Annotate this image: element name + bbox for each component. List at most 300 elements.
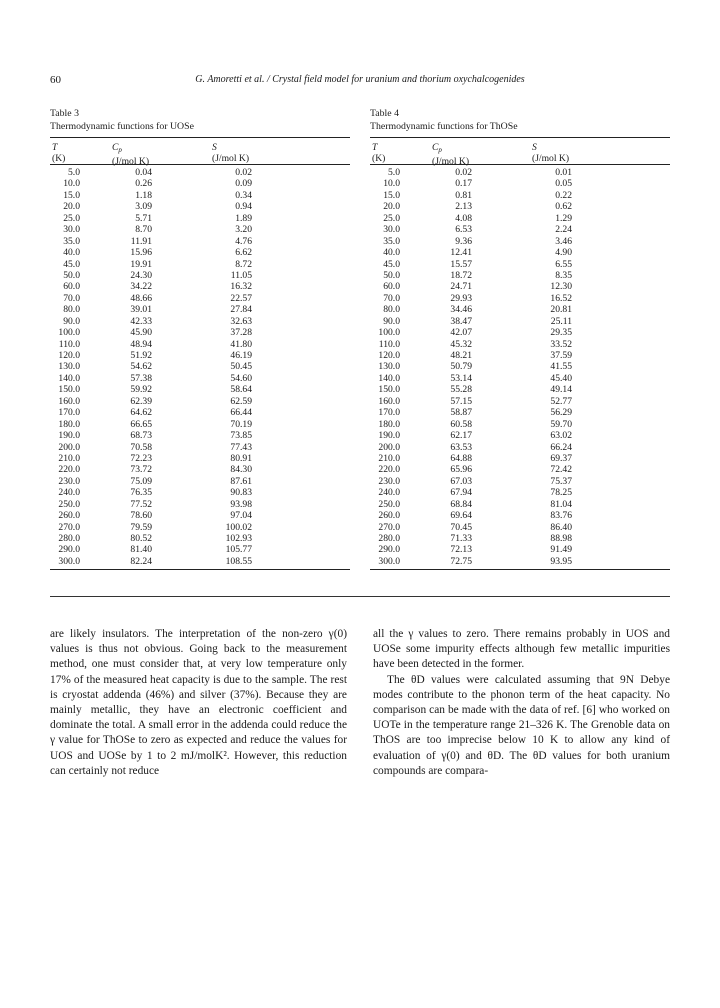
cell-heat-capacity: 54.62	[130, 361, 152, 373]
cell-heat-capacity: 72.13	[450, 544, 472, 556]
cell-temperature: 35.0	[383, 235, 400, 247]
cell-heat-capacity: 39.01	[130, 304, 152, 316]
table-row	[370, 442, 670, 453]
cell-heat-capacity: 82.24	[130, 555, 152, 567]
table-row	[50, 533, 350, 544]
cell-heat-capacity: 60.58	[450, 418, 472, 430]
cell-heat-capacity: 76.35	[130, 487, 152, 499]
table-row	[50, 476, 350, 487]
table-row	[50, 293, 350, 304]
cell-temperature: 45.0	[63, 258, 80, 270]
cell-temperature: 100.0	[58, 327, 80, 339]
cell-entropy: 93.95	[550, 555, 572, 567]
cell-entropy: 66.24	[550, 441, 572, 453]
table-column-headers	[370, 138, 670, 167]
table-body	[370, 165, 670, 569]
cell-entropy: 8.72	[235, 258, 252, 270]
cell-heat-capacity: 57.38	[130, 372, 152, 384]
cell-entropy: 62.59	[230, 395, 252, 407]
table-row	[50, 224, 350, 235]
cell-entropy: 0.02	[235, 167, 252, 178]
cell-entropy: 2.24	[555, 224, 572, 236]
cell-entropy: 78.25	[550, 487, 572, 499]
cell-heat-capacity: 64.88	[450, 452, 472, 464]
cell-entropy: 3.46	[555, 235, 572, 247]
page-number: 60	[50, 74, 61, 86]
cell-temperature: 15.0	[63, 189, 80, 201]
table-row	[50, 213, 350, 224]
cell-temperature: 70.0	[63, 292, 80, 304]
table-column-headers	[50, 138, 350, 167]
cell-entropy: 56.29	[550, 407, 572, 419]
table-row	[50, 270, 350, 281]
table-row	[370, 316, 670, 327]
cell-heat-capacity: 65.96	[450, 464, 472, 476]
cell-entropy: 0.05	[555, 178, 572, 190]
cell-heat-capacity: 68.84	[450, 498, 472, 510]
cell-temperature: 250.0	[378, 498, 400, 510]
cell-heat-capacity: 34.22	[130, 281, 152, 293]
cell-heat-capacity: 29.93	[450, 292, 472, 304]
cell-entropy: 27.84	[230, 304, 252, 316]
cell-temperature: 130.0	[378, 361, 400, 373]
cell-heat-capacity: 2.13	[455, 201, 472, 213]
table-row	[370, 247, 670, 258]
table-title: Thermodynamic functions for UOSe	[50, 121, 194, 132]
cell-temperature: 300.0	[378, 555, 400, 567]
cell-entropy: 8.35	[555, 269, 572, 281]
cell-entropy: 37.28	[230, 327, 252, 339]
table-row	[370, 224, 670, 235]
cell-heat-capacity: 42.07	[450, 327, 472, 339]
cell-heat-capacity: 75.09	[130, 475, 152, 487]
cell-heat-capacity: 62.17	[450, 430, 472, 442]
table-row	[50, 510, 350, 521]
cell-heat-capacity: 38.47	[450, 315, 472, 327]
table-row	[370, 419, 670, 430]
cell-temperature: 200.0	[378, 441, 400, 453]
col-header-t: T (K)	[52, 142, 66, 164]
cell-temperature: 120.0	[58, 350, 80, 361]
table-label: Table 3	[50, 108, 79, 119]
table-row	[50, 453, 350, 464]
cell-entropy: 84.30	[230, 464, 252, 476]
table-row	[370, 544, 670, 555]
cell-heat-capacity: 70.45	[450, 521, 472, 533]
cell-entropy: 70.19	[230, 418, 252, 430]
table-row	[50, 167, 350, 178]
cell-heat-capacity: 0.02	[455, 167, 472, 178]
cell-temperature: 90.0	[383, 315, 400, 327]
table-4	[370, 107, 670, 570]
table-row	[370, 430, 670, 441]
cell-heat-capacity: 78.60	[130, 510, 152, 522]
cell-temperature: 140.0	[378, 372, 400, 384]
cell-temperature: 10.0	[63, 178, 80, 190]
cell-entropy: 16.32	[230, 281, 252, 293]
table-row	[50, 407, 350, 418]
cell-temperature: 250.0	[58, 498, 80, 510]
cell-temperature: 120.0	[378, 350, 400, 361]
table-row	[370, 522, 670, 533]
cell-temperature: 240.0	[58, 487, 80, 499]
cell-temperature: 130.0	[58, 361, 80, 373]
cell-entropy: 6.55	[555, 258, 572, 270]
cell-temperature: 160.0	[58, 395, 80, 407]
cell-heat-capacity: 24.71	[450, 281, 472, 293]
cell-temperature: 80.0	[383, 304, 400, 316]
cell-entropy: 97.04	[230, 510, 252, 522]
cell-entropy: 29.35	[550, 327, 572, 339]
table-row	[370, 201, 670, 212]
cell-entropy: 50.45	[230, 361, 252, 373]
cell-heat-capacity: 48.94	[130, 338, 152, 350]
table-row	[370, 259, 670, 270]
cell-heat-capacity: 72.23	[130, 452, 152, 464]
col-header-s: S (J/mol K)	[212, 142, 250, 164]
table-row	[370, 236, 670, 247]
cell-heat-capacity: 11.91	[130, 235, 152, 247]
cell-heat-capacity: 15.96	[130, 247, 152, 259]
cell-temperature: 50.0	[63, 269, 80, 281]
paragraph: The θD values were calculated assuming that 9N Debye modes contribute to the phonon term of the heat capacity. No comparison can be made with the data of ref. [6] who worked on UOTe in the temperature range 21–326 K. The Grenoble data on ThOS are too imprecise below 10 K to allow any kind of evaluation of γ(0) and θD. The θD values for both uranium compounds are compara-	[373, 673, 670, 777]
table-row	[50, 304, 350, 315]
cell-temperature: 270.0	[58, 521, 80, 533]
cell-heat-capacity: 62.39	[130, 395, 152, 407]
cell-temperature: 30.0	[63, 224, 80, 236]
cell-heat-capacity: 51.92	[130, 350, 152, 361]
cell-heat-capacity: 67.94	[450, 487, 472, 499]
cell-heat-capacity: 67.03	[450, 475, 472, 487]
paragraph: are likely insulators. The interpretation of the non-zero γ(0) values is thus not obvious. Going back to the measurement method, one must consider that, at very low temperature only 17% of the measured heat capacity is due to the sample. The rest is cryostat addenda (46%) and silver (37%). Because they are mainly metallic, they have an electronic coefficient and dominate the total. A small error in the addenda could reduce the γ value for ThOSe to zero as expected and reduce the values for UOS and UOSe by 1 to 2 mJ/molK². However, this reduction can certainly not reduce	[50, 628, 347, 777]
cell-heat-capacity: 24.30	[130, 269, 152, 281]
cell-heat-capacity: 0.81	[455, 189, 472, 201]
table-row	[50, 327, 350, 338]
cell-entropy: 41.80	[230, 338, 252, 350]
cell-heat-capacity: 80.52	[130, 533, 152, 544]
cell-heat-capacity: 55.28	[450, 384, 472, 396]
cell-temperature: 220.0	[378, 464, 400, 476]
table-row	[370, 384, 670, 395]
cell-temperature: 5.0	[388, 167, 400, 178]
cell-heat-capacity: 18.72	[450, 269, 472, 281]
table-row	[50, 281, 350, 292]
cell-entropy: 12.30	[550, 281, 572, 293]
table-row	[50, 190, 350, 201]
cell-temperature: 160.0	[378, 395, 400, 407]
table-row	[370, 396, 670, 407]
cell-temperature: 15.0	[383, 189, 400, 201]
table-bottom-rule	[50, 569, 350, 570]
cell-temperature: 280.0	[58, 533, 80, 544]
cell-entropy: 91.49	[550, 544, 572, 556]
table-row	[370, 350, 670, 361]
cell-temperature: 290.0	[378, 544, 400, 556]
cell-heat-capacity: 1.18	[135, 189, 152, 201]
cell-heat-capacity: 0.04	[135, 167, 152, 178]
cell-temperature: 30.0	[383, 224, 400, 236]
table-row	[370, 373, 670, 384]
cell-entropy: 4.90	[555, 247, 572, 259]
cell-temperature: 150.0	[58, 384, 80, 396]
cell-temperature: 35.0	[63, 235, 80, 247]
table-row	[50, 556, 350, 567]
table-row	[370, 167, 670, 178]
cell-heat-capacity: 68.73	[130, 430, 152, 442]
table-row	[370, 499, 670, 510]
table-row	[370, 533, 670, 544]
cell-entropy: 75.37	[550, 475, 572, 487]
cell-entropy: 4.76	[235, 235, 252, 247]
cell-temperature: 45.0	[383, 258, 400, 270]
table-row	[370, 453, 670, 464]
table-row	[370, 361, 670, 372]
table-row	[370, 213, 670, 224]
cell-entropy: 93.98	[230, 498, 252, 510]
cell-entropy: 105.77	[225, 544, 252, 556]
cell-heat-capacity: 71.33	[450, 533, 472, 544]
table-row	[370, 293, 670, 304]
cell-heat-capacity: 45.90	[130, 327, 152, 339]
table-label: Table 4	[370, 108, 399, 119]
table-row	[50, 178, 350, 189]
table-row	[50, 259, 350, 270]
cell-temperature: 200.0	[58, 441, 80, 453]
cell-entropy: 22.57	[230, 292, 252, 304]
table-row	[50, 247, 350, 258]
cell-heat-capacity: 50.79	[450, 361, 472, 373]
table-row	[370, 339, 670, 350]
cell-entropy: 46.19	[230, 350, 252, 361]
table-bottom-rule	[370, 569, 670, 570]
cell-heat-capacity: 64.62	[130, 407, 152, 419]
cell-temperature: 290.0	[58, 544, 80, 556]
cell-entropy: 52.77	[550, 395, 572, 407]
table-row	[370, 190, 670, 201]
cell-entropy: 0.34	[235, 189, 252, 201]
cell-temperature: 230.0	[58, 475, 80, 487]
cell-entropy: 0.62	[555, 201, 572, 213]
cell-temperature: 260.0	[378, 510, 400, 522]
col-header-cp: $C_p$ (J/mol K)	[112, 142, 150, 167]
cell-entropy: 83.76	[550, 510, 572, 522]
table-row	[50, 316, 350, 327]
table-row	[50, 350, 350, 361]
cell-entropy: 88.98	[550, 533, 572, 544]
cell-temperature: 5.0	[68, 167, 80, 178]
cell-temperature: 80.0	[63, 304, 80, 316]
cell-entropy: 77.43	[230, 441, 252, 453]
table-row	[50, 419, 350, 430]
cell-temperature: 25.0	[383, 212, 400, 224]
cell-heat-capacity: 53.14	[450, 372, 472, 384]
cell-temperature: 110.0	[58, 338, 80, 350]
cell-heat-capacity: 34.46	[450, 304, 472, 316]
cell-temperature: 10.0	[383, 178, 400, 190]
col-header-t: T (K)	[372, 142, 386, 164]
cell-temperature: 230.0	[378, 475, 400, 487]
cell-temperature: 25.0	[63, 212, 80, 224]
table-title: Thermodynamic functions for ThOSe	[370, 121, 518, 132]
table-row	[370, 178, 670, 189]
cell-heat-capacity: 77.52	[130, 498, 152, 510]
cell-entropy: 16.52	[550, 292, 572, 304]
table-3	[50, 107, 350, 570]
cell-heat-capacity: 15.57	[450, 258, 472, 270]
cell-temperature: 180.0	[378, 418, 400, 430]
table-row	[370, 464, 670, 475]
cell-heat-capacity: 12.41	[450, 247, 472, 259]
cell-entropy: 108.55	[225, 555, 252, 567]
table-row	[50, 361, 350, 372]
cell-temperature: 180.0	[58, 418, 80, 430]
cell-temperature: 240.0	[378, 487, 400, 499]
cell-temperature: 40.0	[383, 247, 400, 259]
cell-entropy: 66.44	[230, 407, 252, 419]
cell-heat-capacity: 81.40	[130, 544, 152, 556]
cell-heat-capacity: 70.58	[130, 441, 152, 453]
cell-entropy: 3.20	[235, 224, 252, 236]
cell-heat-capacity: 63.53	[450, 441, 472, 453]
cell-entropy: 0.01	[555, 167, 572, 178]
cell-heat-capacity: 57.15	[450, 395, 472, 407]
cell-heat-capacity: 48.66	[130, 292, 152, 304]
cell-temperature: 110.0	[378, 338, 400, 350]
cell-heat-capacity: 45.32	[450, 338, 472, 350]
cell-entropy: 1.89	[235, 212, 252, 224]
cell-entropy: 87.61	[230, 475, 252, 487]
cell-heat-capacity: 73.72	[130, 464, 152, 476]
cell-entropy: 100.02	[225, 521, 252, 533]
table-row	[370, 304, 670, 315]
cell-entropy: 81.04	[550, 498, 572, 510]
col-header-s: S (J/mol K)	[532, 142, 570, 164]
cell-entropy: 72.42	[550, 464, 572, 476]
cell-entropy: 0.22	[555, 189, 572, 201]
table-row	[50, 522, 350, 533]
cell-entropy: 63.02	[550, 430, 572, 442]
table-row	[50, 544, 350, 555]
cell-entropy: 25.11	[550, 315, 572, 327]
cell-entropy: 86.40	[550, 521, 572, 533]
cell-entropy: 69.37	[550, 452, 572, 464]
cell-temperature: 270.0	[378, 521, 400, 533]
cell-heat-capacity: 8.70	[135, 224, 152, 236]
cell-entropy: 73.85	[230, 430, 252, 442]
cell-entropy: 1.29	[555, 212, 572, 224]
cell-entropy: 32.63	[230, 315, 252, 327]
table-row	[370, 487, 670, 498]
cell-temperature: 50.0	[383, 269, 400, 281]
cell-temperature: 20.0	[383, 201, 400, 213]
cell-temperature: 20.0	[63, 201, 80, 213]
cell-heat-capacity: 6.53	[455, 224, 472, 236]
table-row	[50, 339, 350, 350]
cell-temperature: 210.0	[378, 452, 400, 464]
cell-temperature: 260.0	[58, 510, 80, 522]
table-row	[50, 396, 350, 407]
cell-entropy: 80.91	[230, 452, 252, 464]
table-row	[50, 430, 350, 441]
cell-temperature: 190.0	[378, 430, 400, 442]
table-row	[370, 510, 670, 521]
cell-temperature: 140.0	[58, 372, 80, 384]
table-row	[370, 476, 670, 487]
table-row	[50, 384, 350, 395]
cell-temperature: 60.0	[383, 281, 400, 293]
cell-entropy: 45.40	[550, 372, 572, 384]
cell-heat-capacity: 72.75	[450, 555, 472, 567]
table-row	[50, 464, 350, 475]
cell-temperature: 90.0	[63, 315, 80, 327]
cell-heat-capacity: 48.21	[450, 350, 472, 361]
cell-temperature: 280.0	[378, 533, 400, 544]
cell-temperature: 60.0	[63, 281, 80, 293]
table-row	[370, 407, 670, 418]
cell-heat-capacity: 19.91	[130, 258, 152, 270]
cell-temperature: 210.0	[58, 452, 80, 464]
cell-entropy: 11.05	[230, 269, 252, 281]
cell-temperature: 70.0	[383, 292, 400, 304]
table-body	[50, 165, 350, 569]
col-header-cp: $C_p$ (J/mol K)	[432, 142, 470, 167]
cell-temperature: 40.0	[63, 247, 80, 259]
cell-heat-capacity: 0.17	[455, 178, 472, 190]
running-head: G. Amoretti et al. / Crystal field model for uranium and thorium oxychalcogenides	[195, 74, 525, 85]
cell-entropy: 59.70	[550, 418, 572, 430]
table-row	[370, 556, 670, 567]
cell-temperature: 170.0	[378, 407, 400, 419]
cell-temperature: 190.0	[58, 430, 80, 442]
table-row	[50, 442, 350, 453]
cell-heat-capacity: 69.64	[450, 510, 472, 522]
cell-heat-capacity: 5.71	[135, 212, 152, 224]
cell-heat-capacity: 0.26	[135, 178, 152, 190]
cell-heat-capacity: 59.92	[130, 384, 152, 396]
cell-heat-capacity: 4.08	[455, 212, 472, 224]
cell-heat-capacity: 79.59	[130, 521, 152, 533]
cell-temperature: 220.0	[58, 464, 80, 476]
cell-temperature: 170.0	[58, 407, 80, 419]
cell-heat-capacity: 3.09	[135, 201, 152, 213]
cell-entropy: 20.81	[550, 304, 572, 316]
cell-heat-capacity: 66.65	[130, 418, 152, 430]
table-row	[50, 499, 350, 510]
table-row	[370, 281, 670, 292]
table-row	[50, 373, 350, 384]
cell-entropy: 0.94	[235, 201, 252, 213]
table-row	[370, 327, 670, 338]
cell-temperature: 150.0	[378, 384, 400, 396]
table-row	[50, 236, 350, 247]
cell-entropy: 58.64	[230, 384, 252, 396]
cell-heat-capacity: 9.36	[455, 235, 472, 247]
paragraph: all the γ values to zero. There remains probably in UOS and UOSe some impurity effects although few metallic impurities have been detected in the former.	[373, 628, 670, 671]
table-row	[50, 487, 350, 498]
page-header	[50, 74, 670, 90]
cell-entropy: 49.14	[550, 384, 572, 396]
cell-entropy: 41.55	[550, 361, 572, 373]
cell-entropy: 0.09	[235, 178, 252, 190]
cell-temperature: 100.0	[378, 327, 400, 339]
cell-heat-capacity: 58.87	[450, 407, 472, 419]
table-row	[50, 201, 350, 212]
body-column-left	[50, 627, 347, 779]
cell-entropy: 37.59	[550, 350, 572, 361]
cell-entropy: 33.52	[550, 338, 572, 350]
cell-heat-capacity: 42.33	[130, 315, 152, 327]
cell-entropy: 90.83	[230, 487, 252, 499]
